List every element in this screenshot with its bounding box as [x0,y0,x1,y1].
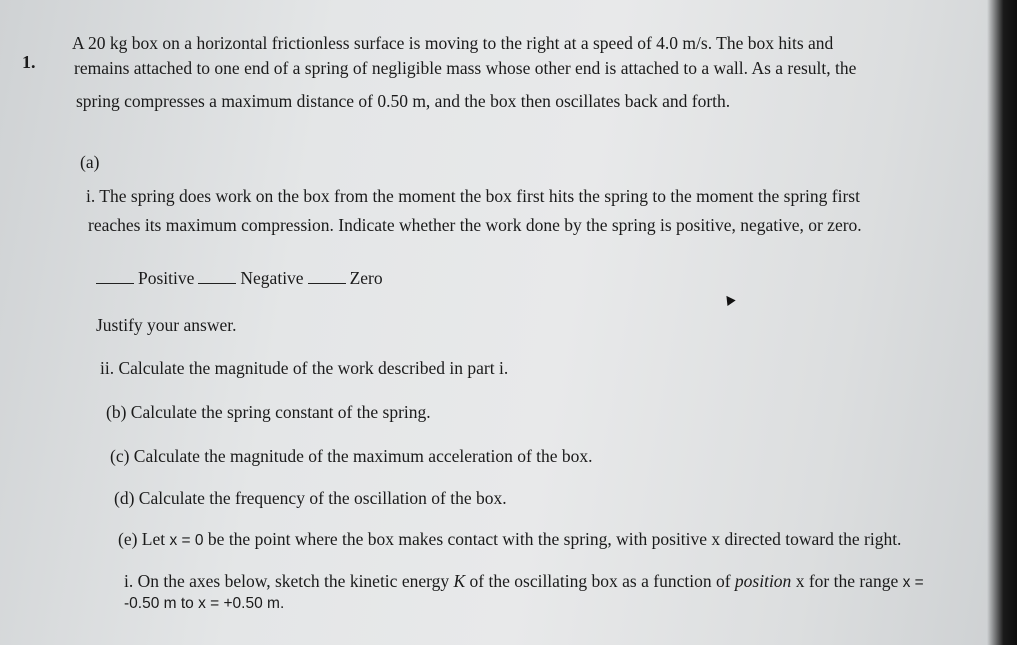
page-edge-shadow [987,0,1017,645]
choice-negative: Negative [240,268,304,288]
part-c: (c) Calculate the magnitude of the maximum acceleration of the box. [110,446,593,466]
part-b: (b) Calculate the spring constant of the spring. [106,402,431,422]
intro-line-3: spring compresses a maximum distance of 0.50 m, and the box then oscillates back and forth. [76,91,731,111]
part-a-label: (a) [80,152,100,172]
part-d: (d) Calculate the frequency of the oscillation of the box. [114,488,507,508]
choice-positive: Positive [138,268,195,288]
part-a-i-line-2: reaches its maximum compression. Indicate whether the work done by the spring is positive, negative, or zero. [88,215,862,235]
blank-positive[interactable] [96,283,134,284]
part-e-i-line-1: i. On the axes below, sketch the kinetic energy K of the oscillating box as a function of position x for the range x = [124,571,924,591]
part-e: (e) Let x = 0 be the point where the box makes contact with the spring, with positive x directed toward the right. [118,529,902,549]
mouse-pointer-icon [722,293,735,306]
blank-negative[interactable] [198,283,236,284]
part-e-i-line-2: -0.50 m to x = +0.50 m. [124,595,285,612]
answer-choices [92,268,383,288]
intro-line-2: remains attached to one end of a spring of negligible mass whose other end is attached to a wall. As a result, the [74,58,857,78]
part-a-ii: ii. Calculate the magnitude of the work described in part i. [100,358,509,378]
problem-number: 1. [22,52,36,72]
choice-zero: Zero [349,268,383,288]
blank-zero[interactable] [308,283,346,284]
intro-line-1: A 20 kg box on a horizontal frictionless surface is moving to the right at a speed of 4.0 m/s. The box hits and [72,33,834,53]
part-a-i-line-1: i. The spring does work on the box from the moment the box first hits the spring to the moment the spring first [86,186,860,206]
justify-text: Justify your answer. [96,315,237,335]
